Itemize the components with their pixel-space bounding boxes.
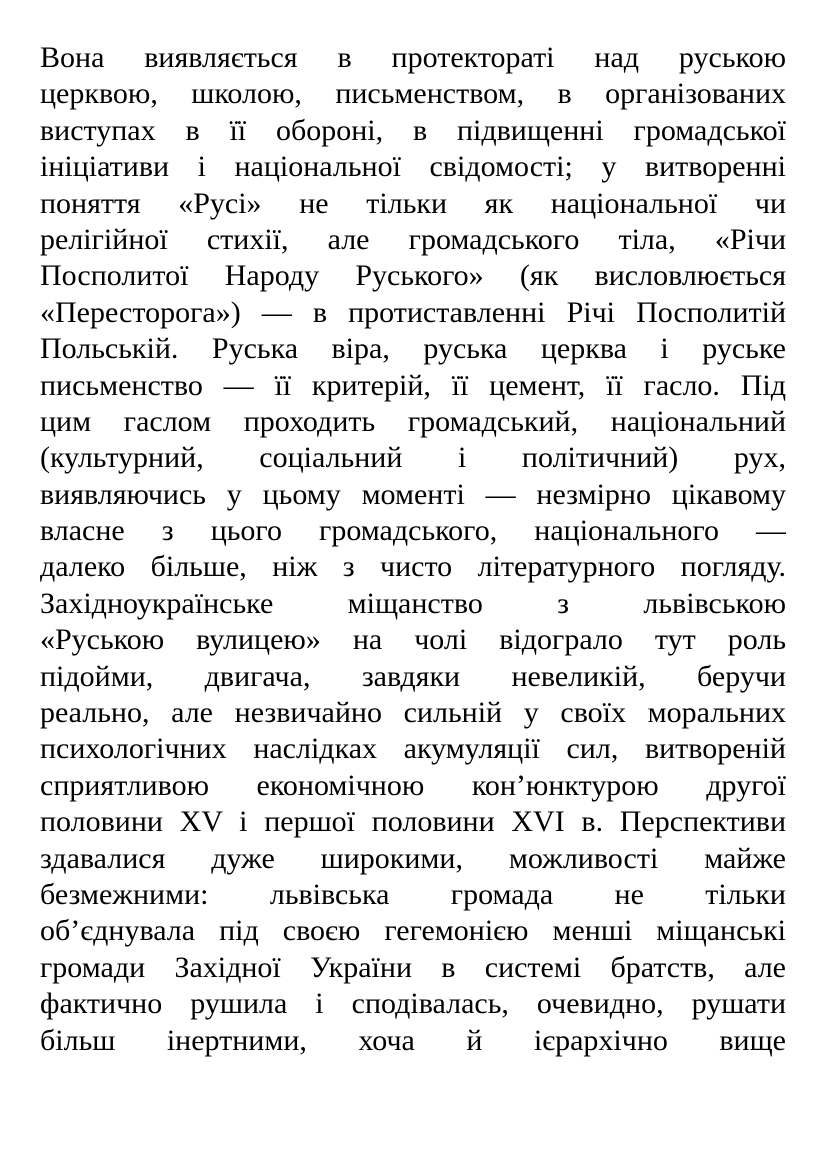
text-line: релігійної стихії, але громадського тіла, «Річи xyxy=(40,222,786,256)
text-line: поняття «Русі» не тільки як національної чи xyxy=(40,186,786,220)
text-line: безмежними: львівська громада не тільки xyxy=(40,877,786,911)
text-line: далеко більше, ніж з чисто літературного погляду. xyxy=(40,550,786,584)
text-line: психологічних наслідках акумуляції сил, витвореній xyxy=(40,732,786,766)
text-line: Західноукраїнське міщанство з львівською xyxy=(40,586,786,620)
text-line: «Пересторога») — в протиставленні Річі Посполитій xyxy=(40,295,786,329)
text-line: половини XV і першої половини XVI в. Перспективи xyxy=(40,805,786,839)
text-line: підойми, двигача, завдяки невеликій, беручи xyxy=(40,659,786,693)
text-line: Посполитої Народу Руського» (як висловлюється xyxy=(40,259,786,293)
text-line: більш інертними, хоча й ієрархічно вище xyxy=(40,1023,786,1057)
text-line: ініціативи і національної свідомості; у витворенні xyxy=(40,150,786,184)
text-line: фактично рушила і сподівалась, очевидно, рушати xyxy=(40,987,786,1021)
text-line: виявляючись у цьому моменті — незмірно цікавому xyxy=(40,477,786,511)
text-line: письменство — її критерій, її цемент, її гасло. Під xyxy=(40,368,786,402)
text-line: церквою, школою, письменством, в організованих xyxy=(40,77,786,111)
text-line: Вона виявляється в протектораті над руською xyxy=(40,41,786,74)
text-line: сприятливою економічною кон’юнктурою другої xyxy=(40,768,786,802)
text-line: цим гаслом проходить громадський, національний xyxy=(40,404,786,438)
text-line: об’єднувала під своєю гегемонією менші міщанські xyxy=(40,914,786,948)
text-line: реально, але незвичайно сильній у своїх моральних xyxy=(40,696,786,730)
text-line: Польській. Руська віра, руська церква і руське xyxy=(40,332,786,366)
text-line: громади Західної України в системі братств, але xyxy=(40,950,786,984)
text-line: «Руською вулицею» на чолі відограло тут роль xyxy=(40,623,786,657)
text-line: власне з цього громадського, національного — xyxy=(40,514,786,548)
text-line: виступах в її обороні, в підвищенні громадської xyxy=(40,113,786,147)
text-line: здавалися дуже широкими, можливості майже xyxy=(40,841,786,875)
body-text xyxy=(40,40,786,1059)
text-line: (культурний, соціальний і політичний) рух, xyxy=(40,441,786,475)
